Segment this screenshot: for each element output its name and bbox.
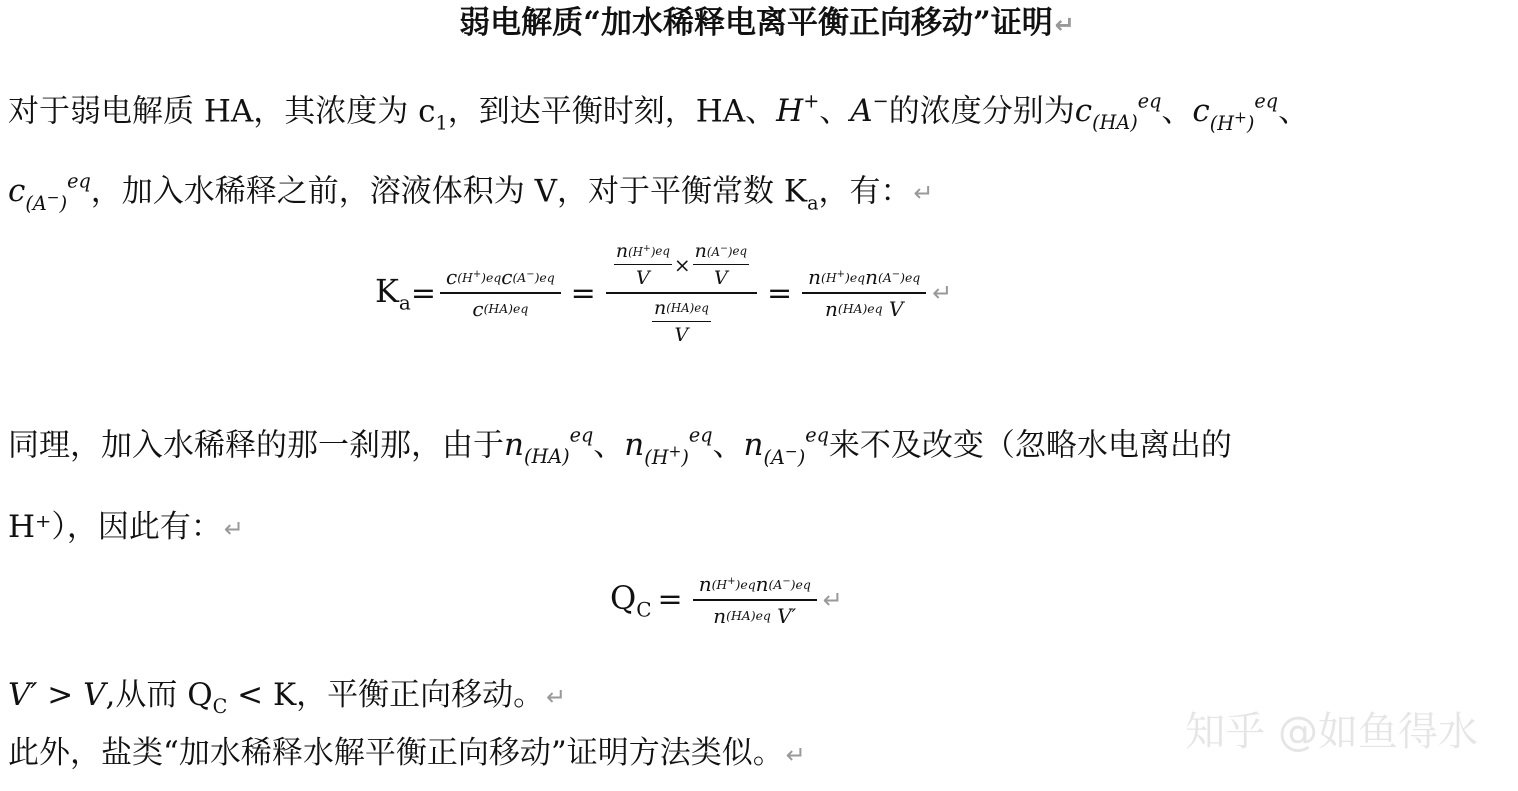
fraction-simplified bbox=[802, 265, 926, 321]
paragraph-note bbox=[8, 735, 806, 771]
text: H⁺），因此有： bbox=[8, 509, 222, 545]
paragraph-after-dilution bbox=[8, 426, 1232, 467]
return-mark: ↵ bbox=[822, 585, 843, 614]
lhs-subscript: a bbox=[398, 290, 411, 315]
return-mark: ↵ bbox=[932, 279, 953, 308]
sub-fraction: n (HA) eq V bbox=[654, 296, 709, 347]
math-c-h-eq: $c_{(H^+)}^{eq}$ bbox=[1192, 90, 1279, 135]
text: 的浓度分别为 bbox=[888, 93, 1075, 130]
sub-fraction: n (A−) eq V bbox=[694, 240, 747, 290]
math-n-ha-eq: $n_{(HA)}^{eq}$ bbox=[504, 424, 594, 469]
text: ，有： bbox=[818, 173, 912, 210]
paragraph-before-dilution bbox=[8, 172, 934, 213]
math-n-a-eq: $n_{(A^-)}^{eq}$ bbox=[743, 424, 829, 469]
subscript: C bbox=[212, 695, 228, 719]
fraction-concentrations bbox=[440, 265, 561, 321]
fraction-amounts-over-volume bbox=[606, 240, 757, 346]
text: ，加入水稀释之前，溶液体积为 V，对于平衡常数 K bbox=[90, 173, 808, 210]
equation-ka bbox=[375, 240, 952, 346]
times-sign: × bbox=[673, 252, 691, 277]
numerator: n (H+) eq n (A−) eq bbox=[698, 572, 811, 596]
page-title bbox=[0, 5, 1518, 41]
text: ，到达平衡时刻，HA、 bbox=[447, 93, 777, 130]
fraction-bar bbox=[693, 599, 817, 601]
return-mark: ↵ bbox=[1054, 11, 1075, 39]
return-mark: ↵ bbox=[785, 741, 806, 769]
fraction-qc bbox=[693, 572, 817, 628]
lhs-subscript: C bbox=[636, 596, 652, 621]
text: < K，平衡正向移动。 bbox=[227, 677, 545, 713]
equation-lhs bbox=[610, 579, 652, 621]
lhs-symbol: K bbox=[375, 271, 399, 310]
text: 、 bbox=[1161, 93, 1193, 130]
text: 、 bbox=[712, 427, 744, 464]
sub-fraction: n (H+) eq V bbox=[615, 240, 670, 290]
math-c-ha-eq: $c_{(HA)}^{eq}$ bbox=[1074, 90, 1162, 135]
paragraph-therefore bbox=[8, 509, 245, 545]
denominator: n (HA) eq V bbox=[824, 296, 904, 321]
fraction-bar bbox=[606, 292, 757, 294]
text: 此外，盐类“加水稀释水解平衡正向移动”证明方法类似。 bbox=[8, 735, 784, 771]
equation-lhs bbox=[375, 272, 411, 314]
subscript: a bbox=[807, 191, 819, 215]
text: 同理，加入水稀释的那一刹那，由于 bbox=[8, 427, 504, 464]
text: 来不及改变（忽略水电离出的 bbox=[828, 427, 1232, 464]
paragraph-intro bbox=[8, 92, 1309, 133]
numerator: n (H+) eq n (A−) eq bbox=[808, 265, 921, 290]
return-mark: ↵ bbox=[546, 683, 567, 711]
title-text: 弱电解质“加水稀释电离平衡正向移动”证明 bbox=[459, 5, 1053, 41]
lhs-symbol: Q bbox=[610, 578, 637, 617]
return-mark: ↵ bbox=[913, 179, 934, 208]
equals-sign: = bbox=[410, 275, 436, 311]
return-mark: ↵ bbox=[223, 515, 245, 543]
equation-qc bbox=[610, 572, 843, 628]
numerator: c (H+) eq c (A−) eq bbox=[445, 265, 555, 290]
text: 、 bbox=[1278, 93, 1310, 130]
text: 、 bbox=[819, 93, 851, 130]
equals-sign: = bbox=[657, 582, 683, 618]
numerator bbox=[606, 240, 757, 289]
denominator: c (HA) eq bbox=[472, 296, 529, 321]
fraction-bar bbox=[440, 292, 561, 294]
text: 对于弱电解质 HA，其浓度为 c bbox=[8, 93, 436, 130]
math-h-plus: H+ bbox=[776, 90, 820, 130]
fraction-bar bbox=[802, 292, 926, 294]
denominator: n (HA) eq V′ bbox=[713, 603, 797, 628]
equals-sign: = bbox=[570, 275, 596, 311]
text: ,从而 Q bbox=[105, 677, 213, 713]
math-n-h-eq: $n_{(H^+)}^{eq}$ bbox=[624, 424, 713, 469]
math-v-compare: V′ > V bbox=[8, 677, 106, 713]
denominator bbox=[644, 297, 719, 346]
subscript: 1 bbox=[435, 111, 448, 135]
math-a-minus: A− bbox=[850, 90, 889, 130]
watermark: 知乎 @如鱼得水 bbox=[1185, 709, 1478, 755]
equals-sign: = bbox=[767, 275, 793, 311]
text: 、 bbox=[593, 427, 625, 464]
math-c-a-eq: $c_{(A^-)}^{eq}$ bbox=[8, 170, 91, 215]
paragraph-conclusion bbox=[8, 677, 567, 719]
